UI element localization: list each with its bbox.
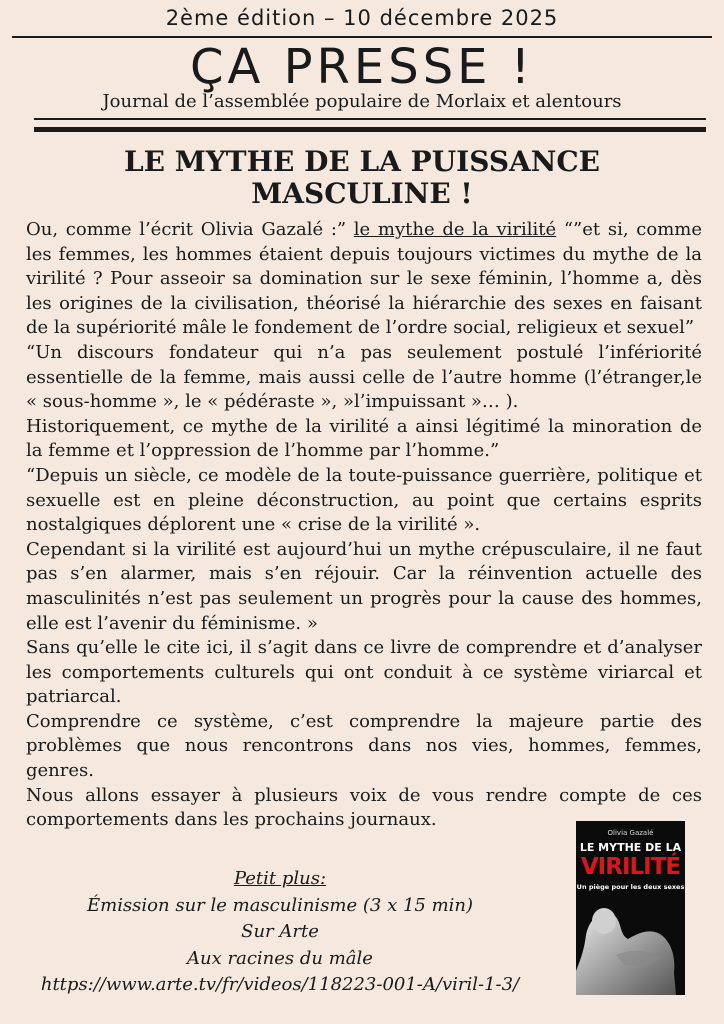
paragraph-7: Comprendre ce système, c’est comprendre la majeure partie des problèmes que nous rencontrons dans nos vies, hommes, femmes, genres.	[26, 710, 702, 782]
book-title-line2: VIRILITÉ	[580, 854, 681, 880]
paragraph-8: Nous allons essayer à plusieurs voix de vous rendre compte de ces comportements dans les prochains journaux.	[26, 784, 702, 831]
paragraph-2: “Un discours fondateur qui n’a pas seulement postulé l’infériorité essentielle de la femme, mais aussi celle de l’autre homme (l’étranger,le « sous-homme », le « pédéraste », »l’impuissant »… ).	[26, 341, 702, 413]
paragraph-1	[26, 218, 702, 341]
masthead-title: ÇA PRESSE !	[190, 39, 534, 95]
petit-plus-channel: Sur Arte	[241, 921, 319, 942]
petit-plus-url[interactable]: https://www.arte.tv/fr/videos/118223-001-A/viril-1-3/	[40, 974, 520, 995]
petit-plus-box	[24, 866, 536, 999]
book-author: Olivia Gazalé	[607, 829, 654, 837]
paragraph-1-quote: “”et si, comme les femmes, les hommes étaient depuis toujours victimes du mythe de la virilité ? Pour asseoir sa domination sur le sexe féminin, l’homme a, dès les origines de la civilisation, théorisé la hiérarchie des sexes en faisant de la supériorité mâle le fondement de l’ordre social, religieux et sexuel”	[26, 219, 702, 339]
masthead-rule-thin	[34, 118, 706, 120]
masthead-subtitle: Journal de l’assemblée populaire de Morlaix et alentours	[102, 91, 622, 112]
book-tagline: Un piège pour les deux sexes	[576, 883, 685, 891]
petit-plus-title: Petit plus:	[233, 868, 327, 889]
statue-figure-icon	[576, 895, 685, 995]
article-headline: LE MYTHE DE LA PUISSANCE MASCULINE !	[123, 145, 600, 210]
paragraph-1-intro: Ou, comme l’écrit Olivia Gazalé :”	[26, 219, 354, 240]
petit-plus-episode: Aux racines du mâle	[187, 947, 373, 969]
edition-line: 2ème édition – 10 décembre 2025	[165, 6, 559, 30]
paragraph-6: Sans qu’elle le cite ici, il s’agit dans ce livre de comprendre et d’analyser les comportements culturels qui ont conduit à ce système viriarcal et patriarcal.	[26, 637, 702, 708]
masthead-rule-thick	[34, 127, 706, 132]
article-body	[26, 218, 702, 833]
paragraph-4: “Depuis un siècle, ce modèle de la toute-puissance guerrière, politique et sexuelle est en pleine déconstruction, au point que certains esprits nostalgiques déplorent une « crise de la virilité ».	[26, 464, 702, 536]
petit-plus-show: Émission sur le masculinisme (3 x 15 min)	[86, 894, 474, 916]
paragraph-3: Historiquement, ce mythe de la virilité a ainsi légitimé la minoration de la femme et l’oppression de l’homme par l’homme.”	[26, 415, 702, 462]
book-title-line1: LE MYTHE DE LA	[579, 841, 682, 854]
book-title-link[interactable]: le mythe de la virilité	[353, 219, 557, 240]
paragraph-5: Cependant si la virilité est aujourd’hui un mythe crépusculaire, il ne faut pas s’en alarmer, mais s’en réjouir. Car la réinvention actuelle des masculinités n’est pas seulement un progrès pour la cause des hommes, elle est l’avenir du féminisme. »	[26, 538, 702, 634]
book-cover-image	[576, 821, 685, 995]
